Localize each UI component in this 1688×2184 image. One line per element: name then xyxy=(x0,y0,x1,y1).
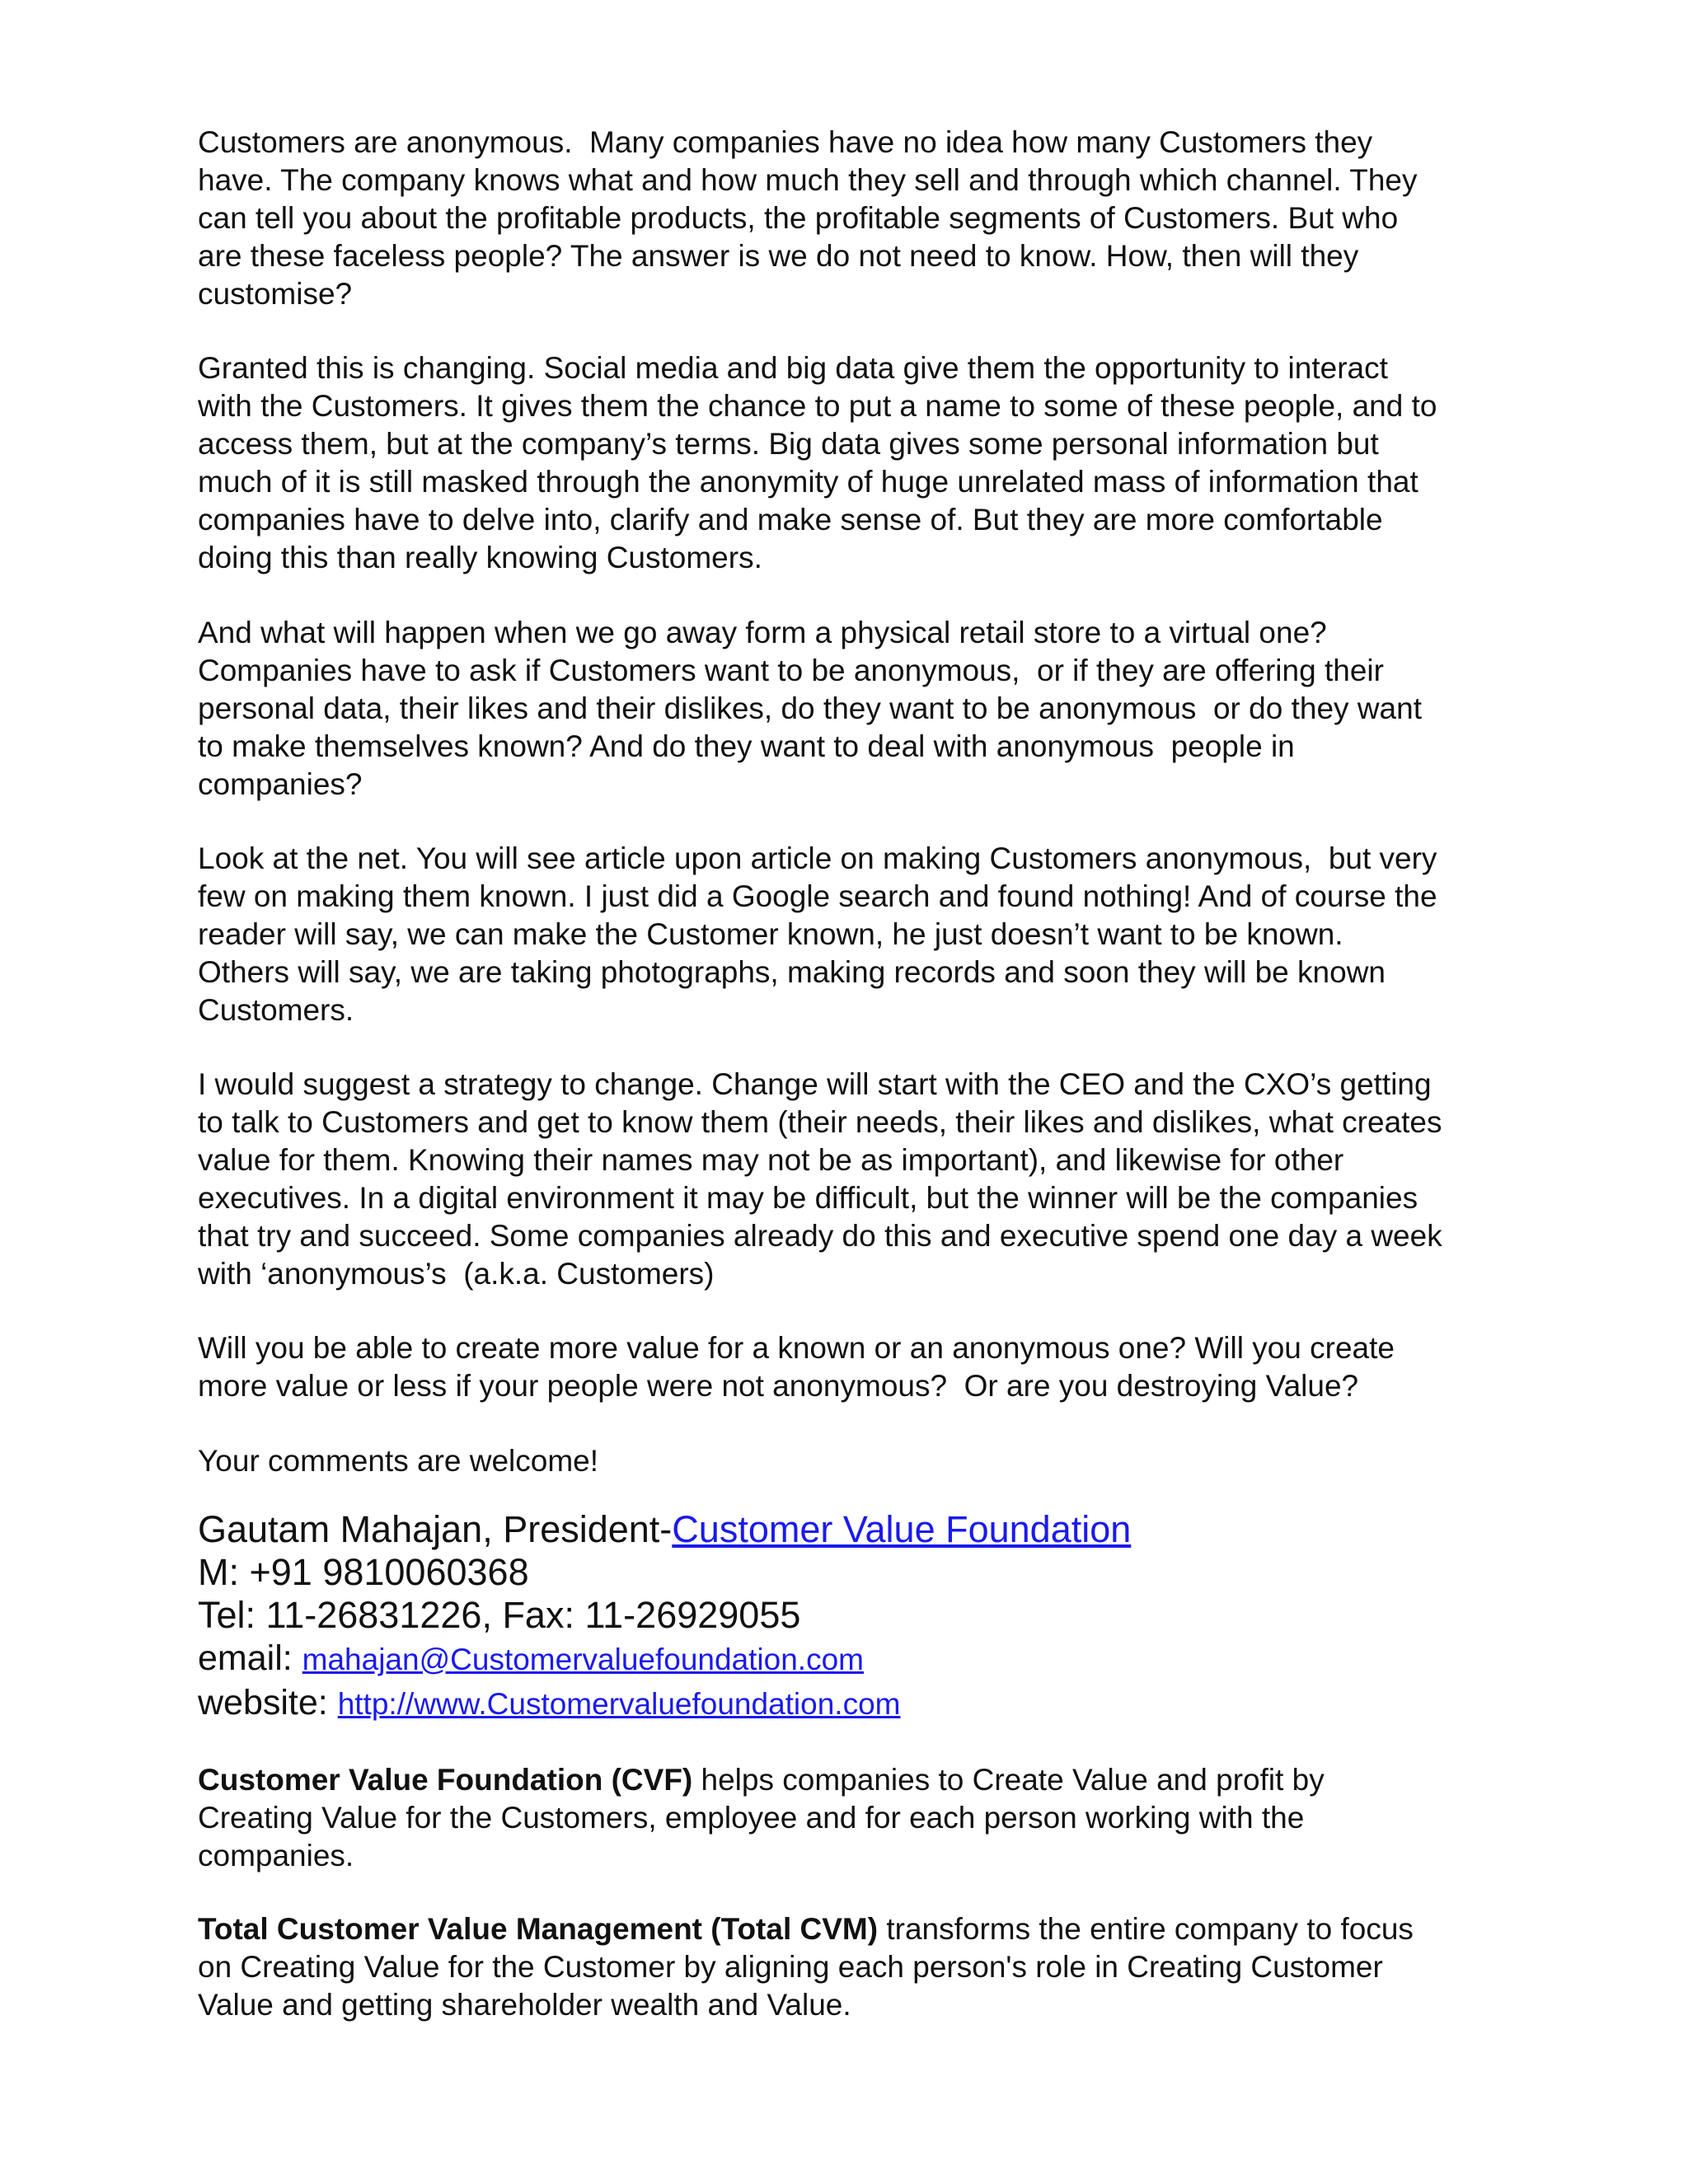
contact-email-line xyxy=(198,1637,1550,1681)
paragraph-5 xyxy=(198,1066,1550,1293)
contact-block xyxy=(198,1508,1550,1726)
paragraph-line: Companies have to ask if Customers want to be anonymous, or if they are offering their xyxy=(198,654,1384,687)
paragraph-line: personal data, their likes and their dislikes, do they want to be anonymous or do they want xyxy=(198,691,1422,725)
paragraph-line: few on making them known. I just did a Google search and found nothing! And of course the xyxy=(198,879,1437,913)
contact-name: Gautam Mahajan, President- xyxy=(198,1508,673,1550)
paragraph-line: Customers are anonymous. Many companies have no idea how many Customers they xyxy=(198,125,1373,159)
cvf-paragraph xyxy=(198,1761,1550,1875)
paragraph-line: Your comments are welcome! xyxy=(198,1444,599,1478)
paragraph-3 xyxy=(198,614,1550,804)
paragraph-line: have. The company knows what and how much they sell and through which channel. They xyxy=(198,163,1418,197)
contact-mobile: M: +91 9810060368 xyxy=(198,1551,529,1593)
cvf-line1-rest: helps companies to Create Value and profit by xyxy=(692,1763,1325,1797)
paragraph-7 xyxy=(198,1442,1550,1480)
paragraph-line: with ‘anonymous’s (a.k.a. Customers) xyxy=(198,1257,715,1291)
contact-website-line xyxy=(198,1681,1550,1726)
paragraph-line: value for them. Knowing their names may not be as important), and likewise for other xyxy=(198,1143,1344,1177)
email-label: email: xyxy=(198,1638,302,1678)
paragraph-line: And what will happen when we go away form a physical retail store to a virtual one? xyxy=(198,616,1327,649)
paragraph-line xyxy=(198,1761,1550,1799)
paragraph-line: companies have to delve into, clarify and make sense of. But they are more comfortable xyxy=(198,503,1383,537)
contact-name-line xyxy=(198,1508,1550,1551)
paragraph-line: access them, but at the company’s terms. Big data gives some personal information but xyxy=(198,427,1379,461)
paragraph-4 xyxy=(198,840,1550,1029)
paragraph-line: are these faceless people? The answer is we do not need to know. How, then will they xyxy=(198,239,1359,273)
paragraph-line: Creating Value for the Customers, employee and for each person working with the xyxy=(198,1801,1305,1835)
paragraph-line: reader will say, we can make the Customer known, he just doesn’t want to be known. xyxy=(198,917,1343,951)
paragraph-line: Look at the net. You will see article upon article on making Customers anonymous, but very xyxy=(198,841,1437,875)
paragraph-line: Others will say, we are taking photographs, making records and soon they will be known xyxy=(198,955,1386,989)
paragraph-line: doing this than really knowing Customers. xyxy=(198,541,762,574)
paragraph-line: companies? xyxy=(198,767,363,801)
org-link[interactable]: Customer Value Foundation xyxy=(672,1508,1132,1550)
paragraph-line: Granted this is changing. Social media and big data give them the opportunity to interact xyxy=(198,351,1388,385)
paragraph-line: Customers. xyxy=(198,993,354,1027)
paragraph-line: customise? xyxy=(198,277,353,311)
paragraph-line: on Creating Value for the Customer by aligning each person's role in Creating Customer xyxy=(198,1950,1383,1984)
website-label: website: xyxy=(198,1683,338,1722)
paragraph-1 xyxy=(198,124,1550,313)
paragraph-line: to talk to Customers and get to know them (their needs, their likes and dislikes, what creates xyxy=(198,1105,1442,1139)
paragraph-6 xyxy=(198,1329,1550,1405)
paragraph-line: executives. In a digital environment it may be difficult, but the winner will be the companies xyxy=(198,1181,1418,1215)
cvf-bold-title: Customer Value Foundation (CVF) xyxy=(198,1763,693,1797)
paragraph-line: more value or less if your people were not anonymous? Or are you destroying Value? xyxy=(198,1369,1359,1403)
paragraph-line: that try and succeed. Some companies already do this and executive spend one day a week xyxy=(198,1219,1442,1253)
email-link[interactable]: mahajan@Customervaluefoundation.com xyxy=(302,1643,864,1676)
paragraph-line: companies. xyxy=(198,1839,354,1872)
tcvm-paragraph xyxy=(198,1910,1550,2024)
tcvm-line1-rest: transforms the entire company to focus xyxy=(878,1912,1414,1946)
paragraph-line: I would suggest a strategy to change. Change will start with the CEO and the CXO’s getting xyxy=(198,1067,1432,1101)
paragraph-line: much of it is still masked through the anonymity of huge unrelated mass of information that xyxy=(198,465,1418,499)
paragraph-line: Will you be able to create more value for a known or an anonymous one? Will you create xyxy=(198,1331,1395,1365)
paragraph-2 xyxy=(198,349,1550,577)
paragraph-line: can tell you about the profitable products, the profitable segments of Customers. But who xyxy=(198,201,1399,235)
paragraph-line: with the Customers. It gives them the chance to put a name to some of these people, and to xyxy=(198,389,1437,423)
contact-tel-fax: Tel: 11-26831226, Fax: 11-26929055 xyxy=(198,1594,801,1636)
paragraph-line: to make themselves known? And do they want to deal with anonymous people in xyxy=(198,729,1295,763)
paragraph-line xyxy=(198,1910,1550,1948)
paragraph-line: Value and getting shareholder wealth and Value. xyxy=(198,1988,851,2022)
website-link[interactable]: http://www.Customervaluefoundation.com xyxy=(337,1687,901,1721)
tcvm-bold-title: Total Customer Value Management (Total CVM) xyxy=(198,1912,879,1946)
